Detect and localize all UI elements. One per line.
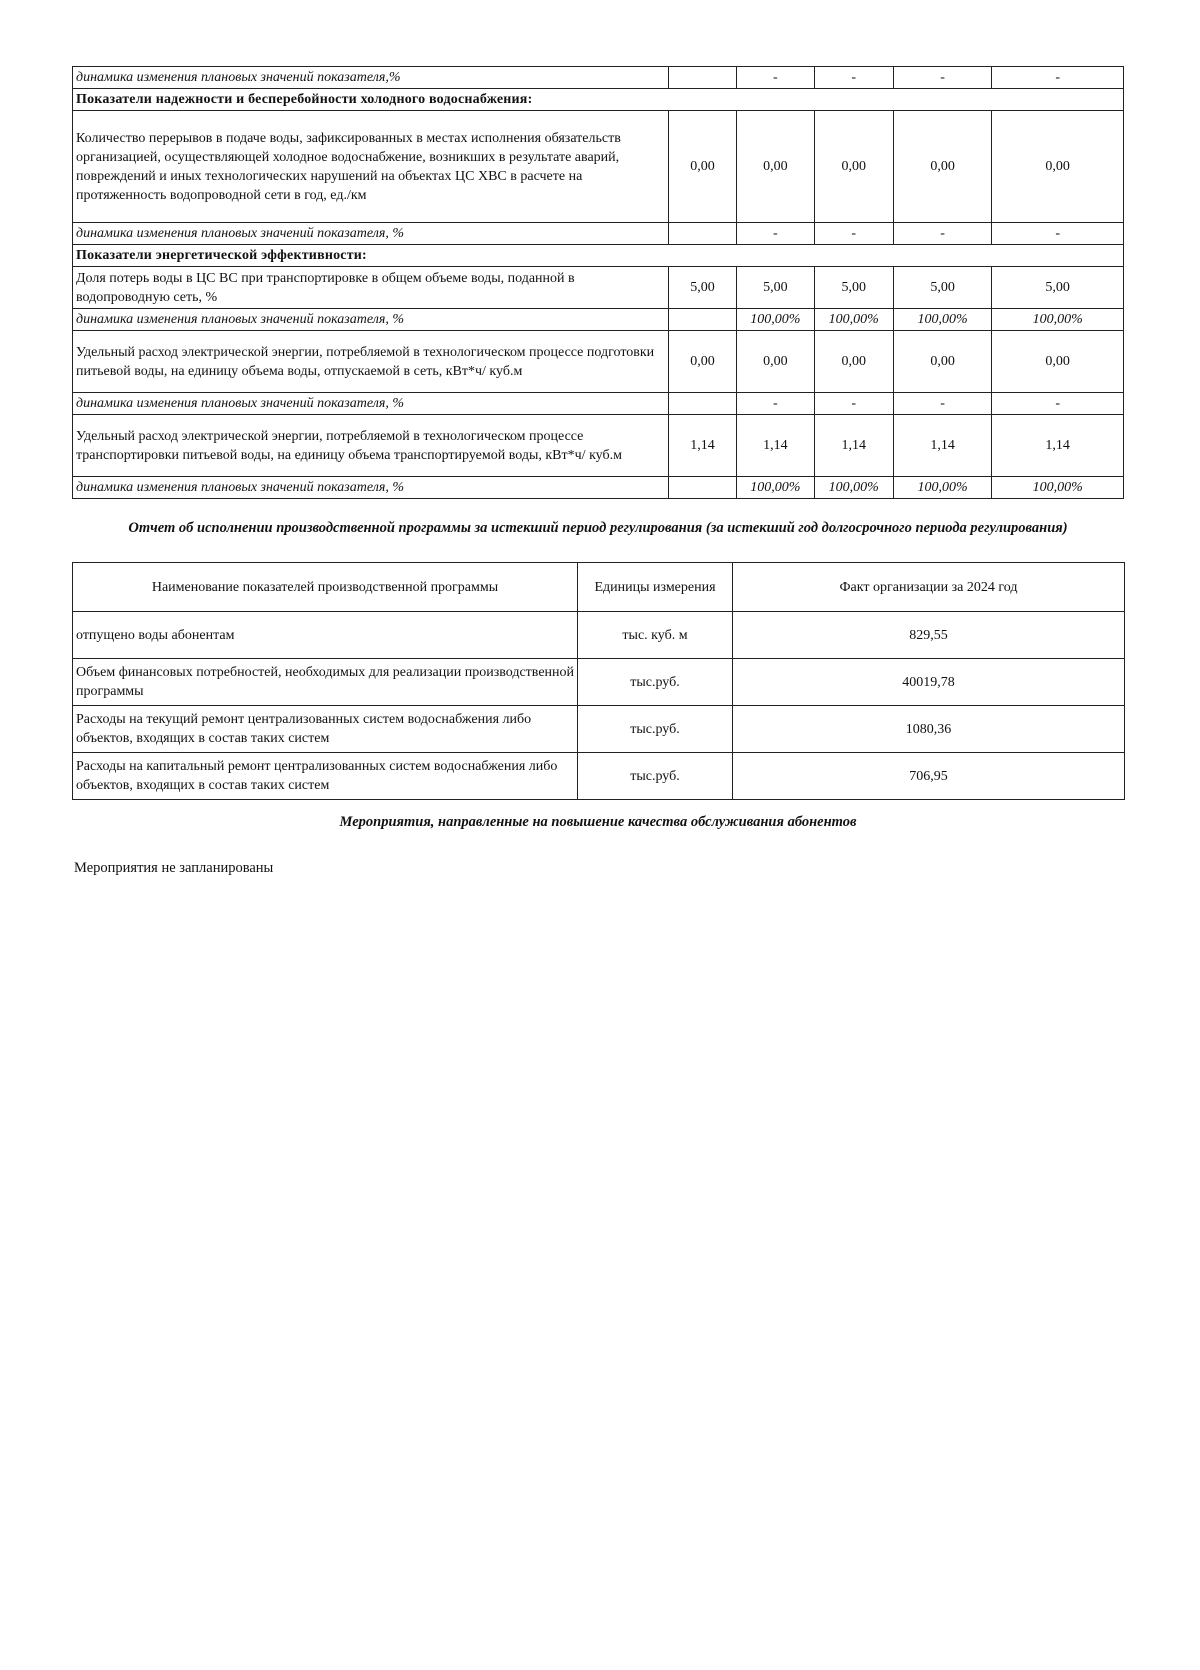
report-caption: Отчет об исполнении производственной программы за истекший период регулирования (за истекший год долгосрочного периода регулирования) bbox=[128, 520, 1068, 536]
cell-value bbox=[668, 477, 736, 499]
cell-value: 0,00 bbox=[893, 331, 991, 393]
cell-value: 1,14 bbox=[893, 415, 991, 477]
indicator-name: Объем финансовых потребностей, необходимых для реализации производственной программы bbox=[73, 659, 578, 706]
unit-cell: тыс.руб. bbox=[578, 753, 733, 800]
section-reliability-title: Показатели надежности и бесперебойности холодного водоснабжения: bbox=[73, 89, 1124, 111]
cell-value: 100,00% bbox=[893, 477, 991, 499]
cell-value: 1,14 bbox=[668, 415, 736, 477]
cell-value: - bbox=[814, 67, 893, 89]
cell-value: 0,00 bbox=[814, 331, 893, 393]
cell-value: 0,00 bbox=[814, 111, 893, 223]
table-row bbox=[73, 111, 1124, 223]
section-header-row bbox=[73, 89, 1124, 111]
section-energy-title: Показатели энергетической эффективности: bbox=[73, 245, 1124, 267]
cell-value: - bbox=[992, 223, 1124, 245]
table-row bbox=[73, 477, 1124, 499]
cell-value: 0,00 bbox=[668, 331, 736, 393]
cell-value: 5,00 bbox=[893, 267, 991, 309]
unit-cell: тыс.руб. bbox=[578, 659, 733, 706]
row-label: Доля потерь воды в ЦС ВС при транспортировке в общем объеме воды, поданной в водопроводную сеть, % bbox=[73, 267, 669, 309]
column-header: Единицы измерения bbox=[578, 563, 733, 612]
cell-value: 1,14 bbox=[814, 415, 893, 477]
cell-value: 5,00 bbox=[668, 267, 736, 309]
column-header: Факт организации за 2024 год bbox=[733, 563, 1125, 612]
indicator-name: Расходы на текущий ремонт централизованных систем водоснабжения либо объектов, входящих в состав таких систем bbox=[73, 706, 578, 753]
cell-value bbox=[668, 67, 736, 89]
cell-value: - bbox=[737, 223, 814, 245]
cell-value: 0,00 bbox=[737, 331, 814, 393]
row-label: динамика изменения плановых значений показателя, % bbox=[73, 309, 669, 331]
table-row bbox=[73, 612, 1125, 659]
fact-value: 706,95 bbox=[733, 753, 1125, 800]
row-label: динамика изменения плановых значений показателя, % bbox=[73, 393, 669, 415]
cell-value: 100,00% bbox=[893, 309, 991, 331]
table-row bbox=[73, 309, 1124, 331]
table-row bbox=[73, 706, 1125, 753]
cell-value bbox=[668, 309, 736, 331]
table-row bbox=[73, 393, 1124, 415]
fact-value: 829,55 bbox=[733, 612, 1125, 659]
cell-value: 100,00% bbox=[814, 309, 893, 331]
indicator-name: отпущено воды абонентам bbox=[73, 612, 578, 659]
cell-value: - bbox=[992, 393, 1124, 415]
cell-value: - bbox=[737, 393, 814, 415]
table-row bbox=[73, 267, 1124, 309]
indicator-name: Расходы на капитальный ремонт централизованных систем водоснабжения либо объектов, входящих в состав таких систем bbox=[73, 753, 578, 800]
row-label: динамика изменения плановых значений показателя, % bbox=[73, 223, 669, 245]
unit-cell: тыс. куб. м bbox=[578, 612, 733, 659]
table-row bbox=[73, 753, 1125, 800]
unit-cell: тыс.руб. bbox=[578, 706, 733, 753]
cell-value: - bbox=[893, 67, 991, 89]
measures-note: Мероприятия не запланированы bbox=[74, 860, 274, 876]
fact-value: 1080,36 bbox=[733, 706, 1125, 753]
cell-value: - bbox=[814, 223, 893, 245]
cell-value: - bbox=[737, 67, 814, 89]
row-label: Удельный расход электрической энергии, потребляемой в технологическом процессе подготовки питьевой воды, на единицу объема воды, отпускаемой в сеть, кВт*ч/ куб.м bbox=[73, 331, 669, 393]
indicators-table bbox=[72, 66, 1124, 499]
cell-value: 1,14 bbox=[992, 415, 1124, 477]
cell-value: 100,00% bbox=[737, 477, 814, 499]
cell-value: 1,14 bbox=[737, 415, 814, 477]
table-row bbox=[73, 67, 1124, 89]
section-header-row bbox=[73, 245, 1124, 267]
cell-value: 5,00 bbox=[992, 267, 1124, 309]
row-label: Удельный расход электрической энергии, потребляемой в технологическом процессе транспортировки питьевой воды, на единицу объема транспортируемой воды, кВт*ч/ куб.м bbox=[73, 415, 669, 477]
cell-value: 100,00% bbox=[992, 309, 1124, 331]
row-label: Количество перерывов в подаче воды, зафиксированных в местах исполнения обязательств организацией, осуществляющей холодное водоснабжение, возникших в результате аварий, повреждений и иных технологических нарушений на объектах ЦС ХВС в расчете на протяженность водопроводной сети в год, ед./км bbox=[73, 111, 669, 223]
cell-value: 0,00 bbox=[992, 331, 1124, 393]
cell-value: - bbox=[992, 67, 1124, 89]
table-row bbox=[73, 415, 1124, 477]
cell-value: 100,00% bbox=[992, 477, 1124, 499]
fact-value: 40019,78 bbox=[733, 659, 1125, 706]
row-label: динамика изменения плановых значений показателя, % bbox=[73, 477, 669, 499]
table-row bbox=[73, 659, 1125, 706]
cell-value: - bbox=[814, 393, 893, 415]
cell-value: 0,00 bbox=[893, 111, 991, 223]
column-header: Наименование показателей производственной программы bbox=[73, 563, 578, 612]
cell-value: - bbox=[893, 393, 991, 415]
cell-value: 5,00 bbox=[814, 267, 893, 309]
cell-value bbox=[668, 393, 736, 415]
cell-value: 5,00 bbox=[737, 267, 814, 309]
table-row bbox=[73, 223, 1124, 245]
cell-value: 0,00 bbox=[737, 111, 814, 223]
measures-caption: Мероприятия, направленные на повышение качества обслуживания абонентов bbox=[339, 814, 857, 830]
cell-value: 0,00 bbox=[668, 111, 736, 223]
table-header-row bbox=[73, 563, 1125, 612]
cell-value: 100,00% bbox=[814, 477, 893, 499]
report-table bbox=[72, 562, 1125, 800]
row-label: динамика изменения плановых значений показателя,% bbox=[73, 67, 669, 89]
table-row bbox=[73, 331, 1124, 393]
cell-value: 100,00% bbox=[737, 309, 814, 331]
cell-value bbox=[668, 223, 736, 245]
cell-value: 0,00 bbox=[992, 111, 1124, 223]
cell-value: - bbox=[893, 223, 991, 245]
